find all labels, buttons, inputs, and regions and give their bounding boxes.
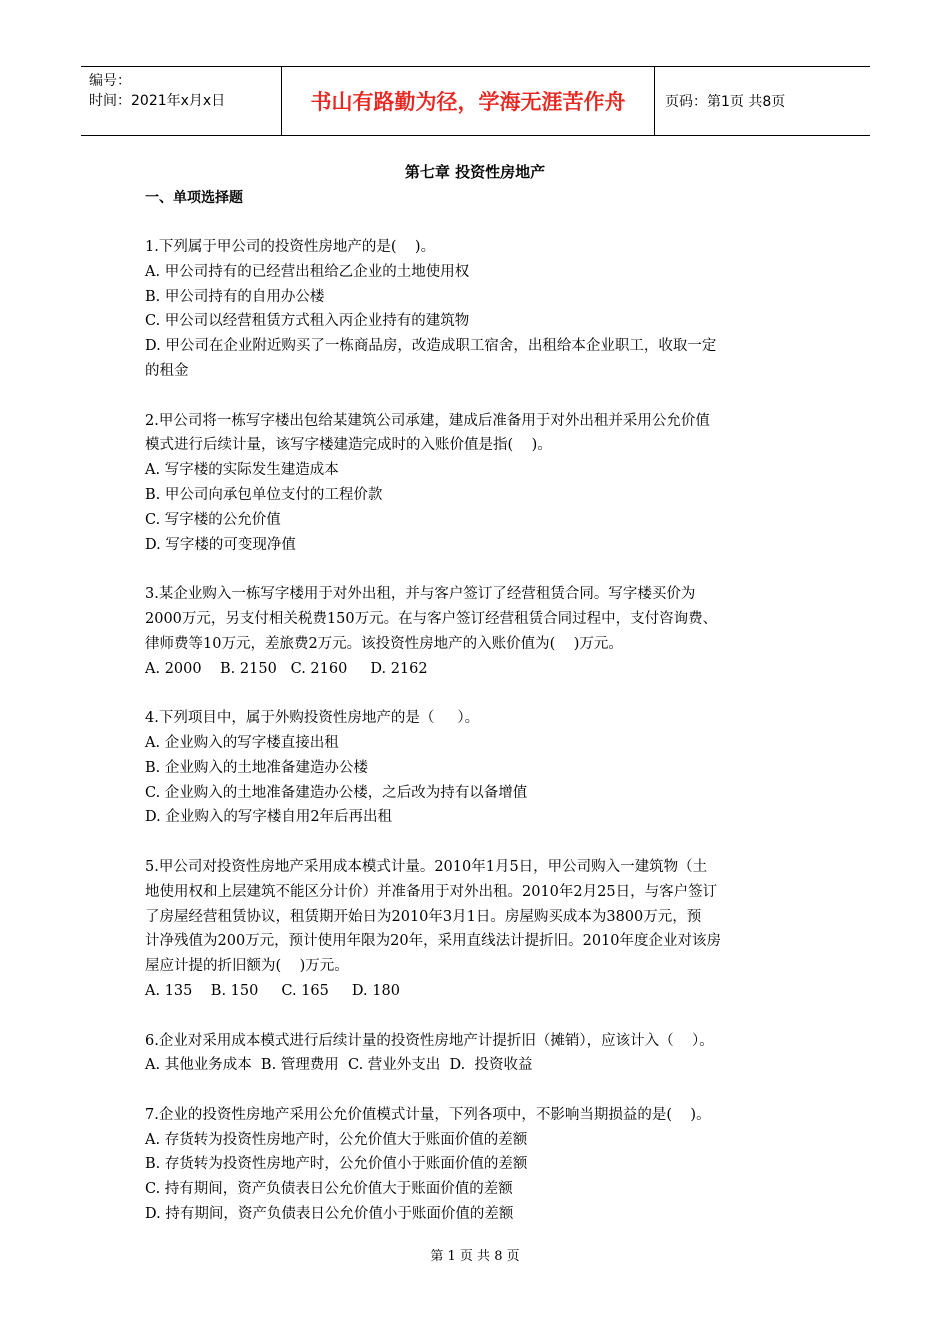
question-option: C. 企业购入的土地准备建造办公楼，之后改为持有以备增值: [145, 784, 528, 801]
question-option: B. 甲公司持有的自用办公楼: [145, 288, 325, 305]
question-list: [145, 235, 825, 1252]
question-option: D. 甲公司在企业附近购买了一栋商品房，改造成职工宿舍，出租给本企业职工，收取一定: [145, 338, 717, 355]
question-option: B. 存货转为投资性房地产时，公允价值小于账面价值的差额: [145, 1156, 528, 1173]
question-stem: 模式进行后续计量，该写字楼建造完成时的入账价值是指( )。: [145, 437, 552, 454]
question-block: [145, 855, 825, 1004]
question-option: D. 企业购入的写字楼自用2年后再出租: [145, 809, 393, 826]
header-page-info: 页码：第1页 共8页: [665, 94, 786, 110]
question-stem: 4.下列项目中，属于外购投资性房地产的是（ ）。: [145, 710, 480, 727]
question-stem: 7.企业的投资性房地产采用公允价值模式计量，下列各项中，不影响当期损益的是( )。: [145, 1106, 711, 1123]
question-stem: 计净残值为200万元，预计使用年限为20年，采用直线法计提折旧。2010年度企业对该房: [145, 933, 722, 950]
question-block: [145, 1029, 825, 1079]
doc-date-label: 时间：2021年x月x日: [89, 93, 226, 109]
question-option: C. 写字楼的公允价值: [145, 511, 281, 528]
question-option: 的租金: [145, 362, 189, 379]
question-option: A. 其他业务成本 B. 管理费用 C. 营业外支出 D. 投资收益: [145, 1057, 533, 1074]
section-title: 一、单项选择题: [145, 190, 243, 206]
question-option: C. 甲公司以经营租赁方式租入丙企业持有的建筑物: [145, 313, 470, 330]
header-meta: [81, 67, 282, 135]
question-block: [145, 235, 825, 384]
page-header: [81, 66, 870, 136]
question-block: [145, 706, 825, 830]
question-stem: 律师费等10万元，差旅费2万元。该投资性房地产的入账价值为( )万元。: [145, 635, 623, 652]
question-option: A. 135 B. 150 C. 165 D. 180: [145, 982, 400, 999]
question-option: A. 存货转为投资性房地产时，公允价值大于账面价值的差额: [145, 1131, 528, 1148]
page-footer: 第 1 页 共 8 页: [430, 1249, 520, 1264]
question-block: [145, 582, 825, 681]
question-block: [145, 1103, 825, 1227]
header-motto: 书山有路勤为径，学海无涯苦作舟: [282, 67, 655, 135]
question-option: A. 企业购入的写字楼直接出租: [145, 734, 339, 751]
question-stem: 屋应计提的折旧额为( )万元。: [145, 958, 349, 975]
doc-number-label: 编号：: [89, 73, 131, 89]
question-stem: 3.某企业购入一栋写字楼用于对外出租，并与客户签订了经营租赁合同。写字楼买价为: [145, 586, 696, 603]
chapter-title: 第七章 投资性房地产: [404, 163, 546, 181]
question-stem: 地使用权和上层建筑不能区分计价）并准备用于对外出租。2010年2月25日，与客户签订: [145, 883, 718, 900]
question-option: B. 企业购入的土地准备建造办公楼: [145, 759, 368, 776]
question-option: A. 甲公司持有的已经营出租给乙企业的土地使用权: [145, 263, 470, 280]
question-option: D. 持有期间，资产负债表日公允价值小于账面价值的差额: [145, 1206, 514, 1223]
question-stem: 5.甲公司对投资性房地产采用成本模式计量。2010年1月5日，甲公司购入一建筑物（土: [145, 858, 708, 875]
question-option: A. 2000 B. 2150 C. 2160 D. 2162: [145, 660, 428, 677]
question-stem: 了房屋经营租赁协议，租赁期开始日为2010年3月1日。房屋购买成本为3800万元，预: [145, 908, 702, 925]
question-stem: 1.下列属于甲公司的投资性房地产的是( )。: [145, 239, 436, 255]
question-option: A. 写字楼的实际发生建造成本: [145, 462, 339, 479]
question-option: D. 写字楼的可变现净值: [145, 536, 296, 553]
question-stem: 2000万元，另支付相关税费150万元。在与客户签订经营租赁合同过程中，支付咨询费、: [145, 610, 718, 627]
question-option: B. 甲公司向承包单位支付的工程价款: [145, 486, 383, 503]
question-stem: 2.甲公司将一栋写字楼出包给某建筑公司承建，建成后准备用于对外出租并采用公允价值: [145, 412, 710, 429]
question-option: C. 持有期间，资产负债表日公允价值大于账面价值的差额: [145, 1181, 513, 1198]
question-block: [145, 409, 825, 558]
question-stem: 6.企业对采用成本模式进行后续计量的投资性房地产计提折旧（摊销），应该计入（ ）。: [145, 1032, 714, 1049]
